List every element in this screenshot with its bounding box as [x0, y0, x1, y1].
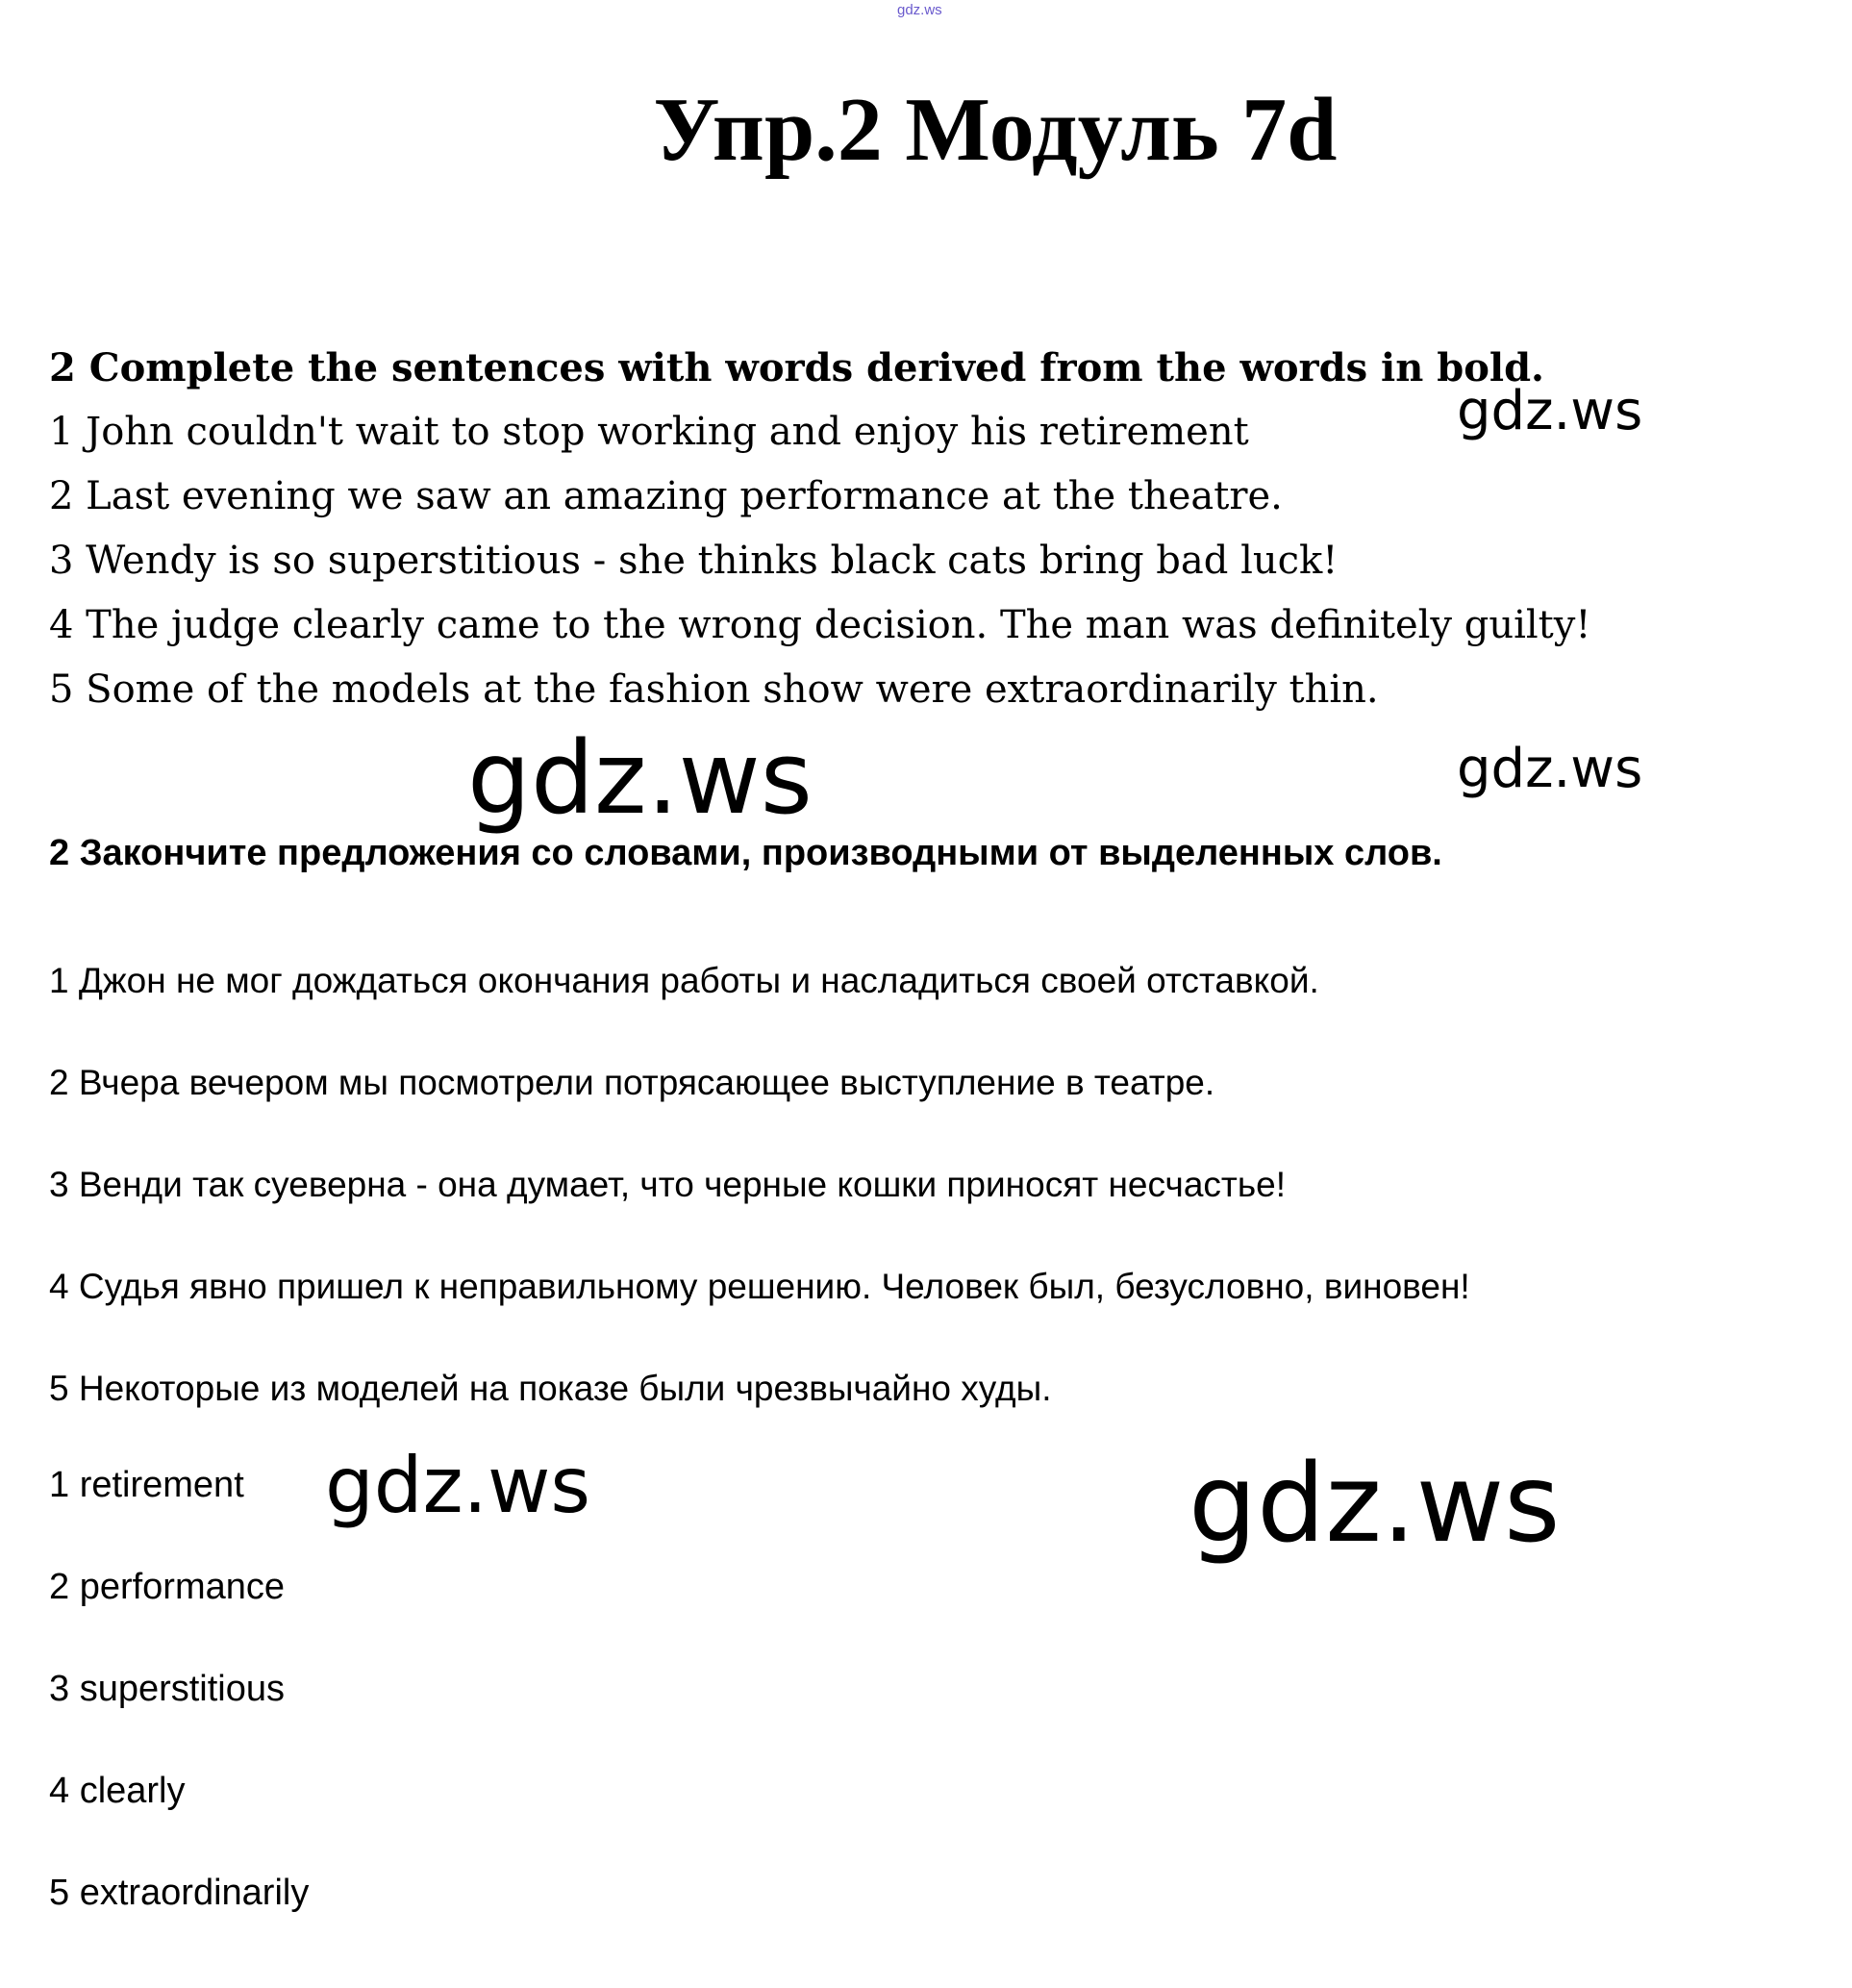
- russian-sentence: 5 Некоторые из моделей на показе были чрезвычайно худы.: [49, 1369, 1052, 1408]
- watermark: gdz.ws: [1189, 1442, 1561, 1567]
- russian-task-heading: 2 Закончите предложения со словами, производными от выделенных слов.: [49, 833, 1442, 873]
- russian-sentence: 2 Вчера вечером мы посмотрели потрясающее выступление в театре.: [49, 1063, 1215, 1102]
- page-title: Упр.2 Модуль 7d: [653, 80, 1338, 180]
- watermark: gdz.ws: [325, 1441, 591, 1530]
- russian-sentence-list: [49, 930, 1470, 1440]
- answer-item: 4 clearly: [49, 1771, 186, 1811]
- russian-sentence: 4 Судья явно пришел к неправильному решению. Человек был, безусловно, виновен!: [49, 1267, 1470, 1306]
- answer-item: 5 extraordinarily: [49, 1873, 310, 1913]
- english-task-heading: 2 Complete the sentences with words derived from the words in bold.: [49, 345, 1544, 390]
- answer-list: [49, 1434, 309, 1944]
- english-sentence: 4 The judge clearly came to the wrong decision. The man was definitely guilty!: [49, 603, 1591, 647]
- answer-item: 3 superstitious: [49, 1669, 286, 1709]
- english-sentence: 3 Wendy is so superstitious - she thinks black cats bring bad luck!: [49, 539, 1339, 583]
- russian-sentence: 3 Венди так суеверна - она думает, что черные кошки приносят несчастье!: [49, 1165, 1286, 1204]
- watermark: gdz.ws: [1457, 380, 1643, 442]
- answer-item: 2 performance: [49, 1567, 286, 1607]
- top-watermark: gdz.ws: [897, 2, 942, 18]
- answer-item: 1 retirement: [49, 1465, 244, 1505]
- russian-sentence: 1 Джон не мог дождаться окончания работы и насладиться своей отставкой.: [49, 961, 1319, 1000]
- english-sentence: 2 Last evening we saw an amazing performance at the theatre.: [49, 474, 1283, 518]
- watermark: gdz.ws: [467, 719, 813, 837]
- english-sentence: 5 Some of the models at the fashion show were extraordinarily thin.: [49, 667, 1379, 712]
- english-sentence-list: [49, 400, 1590, 722]
- english-sentence: 1 John couldn't wait to stop working and enjoy his retirement: [49, 410, 1249, 454]
- watermark: gdz.ws: [1457, 738, 1643, 800]
